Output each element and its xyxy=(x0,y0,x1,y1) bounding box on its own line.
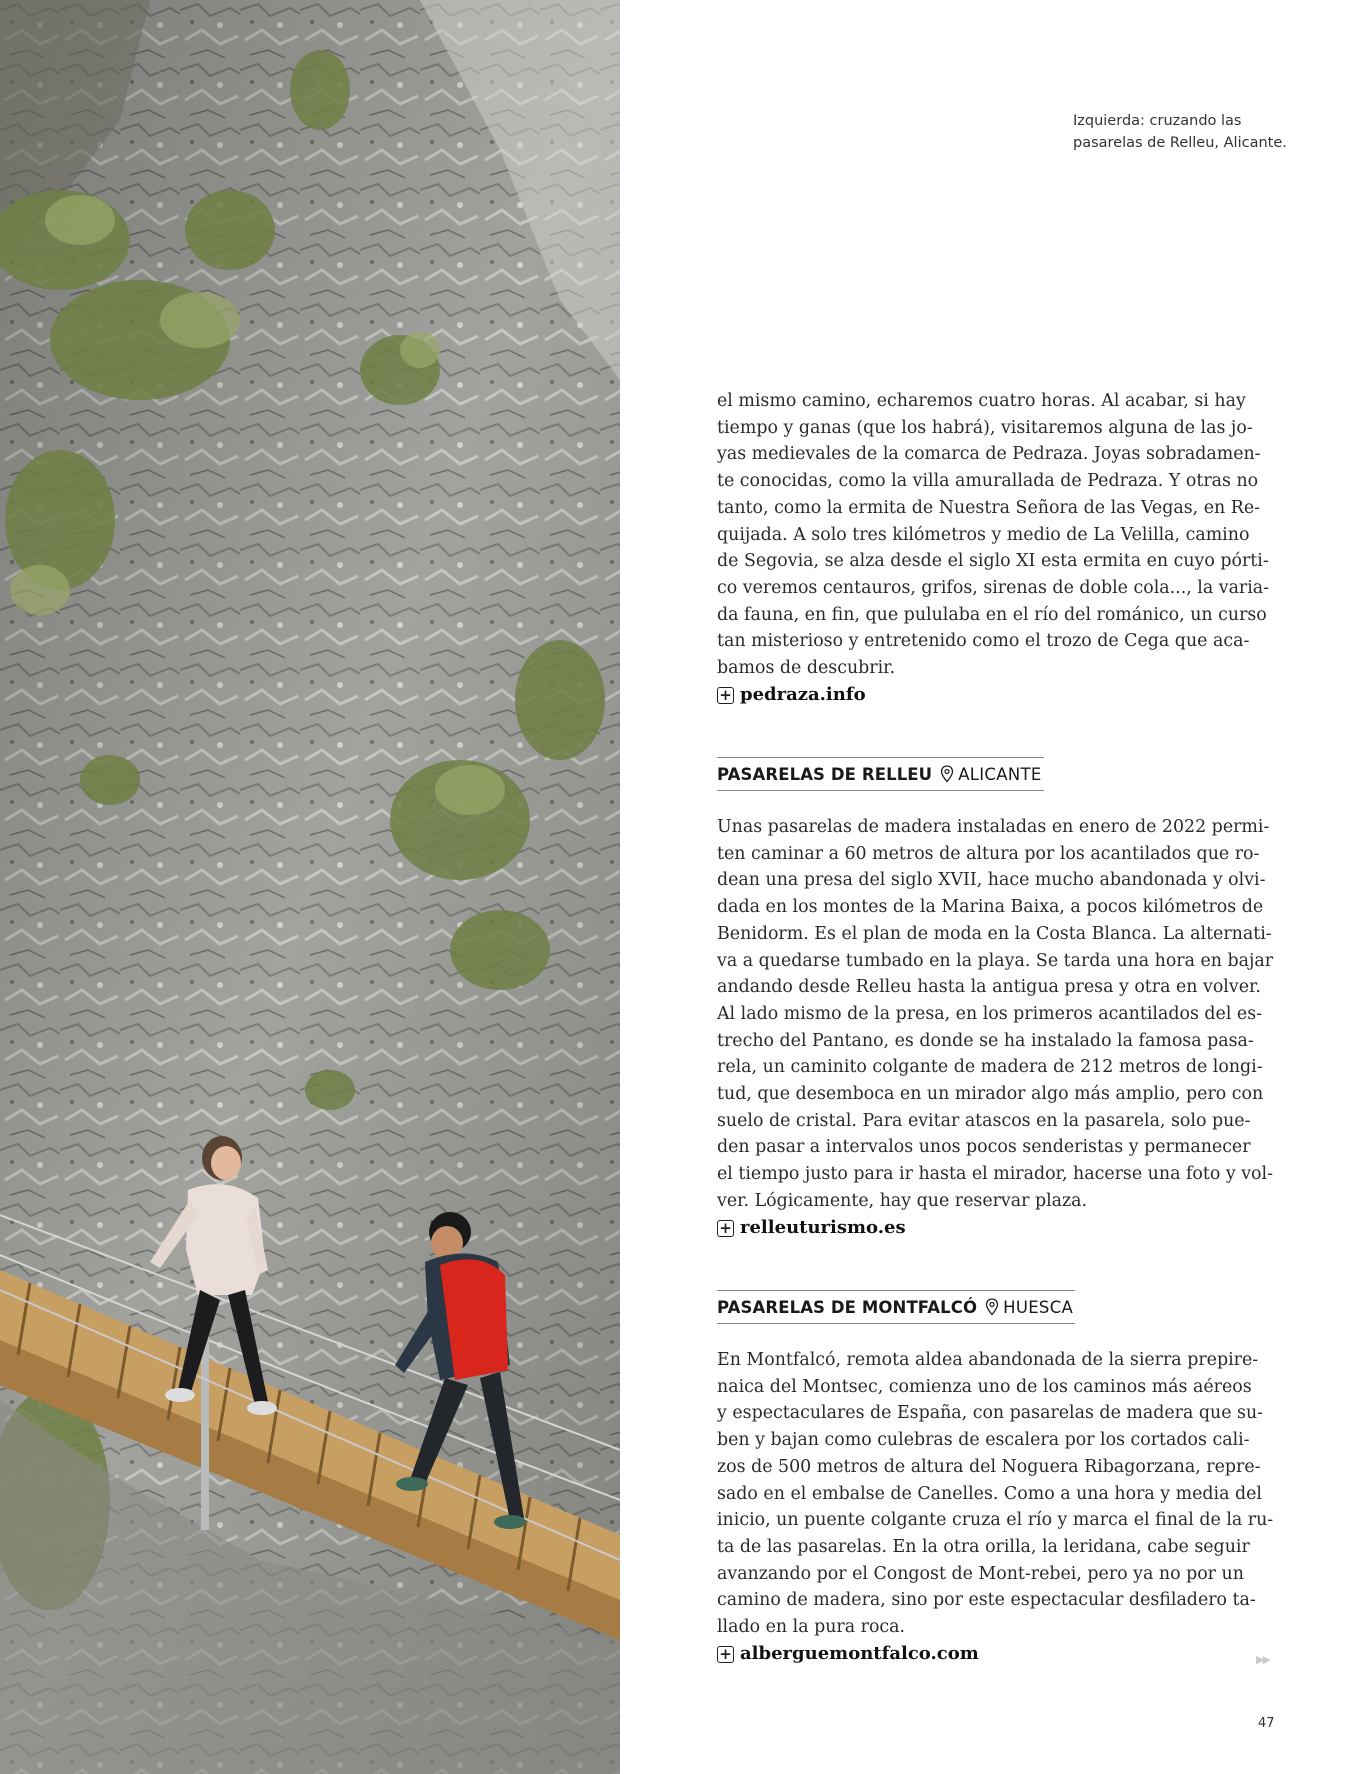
section-body-relleu xyxy=(717,814,1275,1242)
text-line: inicio, un puente colgante cruza el río y marca el final de la ru- xyxy=(717,1510,1274,1531)
hikers-on-cliff-walkway-photo xyxy=(0,0,620,1774)
photo-caption xyxy=(1073,110,1293,154)
text-line: tan misterioso y entretenido como el trozo de Cega que aca- xyxy=(717,631,1250,652)
section-heading-montfalco xyxy=(717,1290,1075,1324)
location-pin-icon xyxy=(940,765,954,783)
text-line: co veremos centauros, grifos, sirenas de doble cola..., la varia- xyxy=(717,577,1270,598)
text-line: zos de 500 metros de altura del Noguera Ribagorzana, repre- xyxy=(717,1456,1261,1477)
article-continuation xyxy=(717,388,1275,709)
plus-icon: + xyxy=(717,687,734,704)
text-line: ben y bajan como culebras de escalera por los cortados cali- xyxy=(717,1430,1250,1451)
text-line: el tiempo justo para ir hasta el mirador, hacerse una foto y vol- xyxy=(717,1164,1273,1185)
text-line: andando desde Relleu hasta la antigua presa y otra en volver. xyxy=(717,977,1261,998)
text-line: Al lado mismo de la presa, en los primeros acantilados del es- xyxy=(717,1003,1263,1024)
text-line: tiempo y ganas (que los habrá), visitaremos alguna de las jo- xyxy=(717,417,1253,438)
text-line: ten caminar a 60 metros de altura por los acantilados que ro- xyxy=(717,843,1260,864)
location-pin-icon xyxy=(985,1298,999,1316)
section-location: HUESCA xyxy=(1003,1297,1074,1317)
text-line: Unas pasarelas de madera instaladas en enero de 2022 permi- xyxy=(717,817,1270,837)
text-line: va a quedarse tumbado en la playa. Se tarda una hora en bajar xyxy=(717,950,1274,971)
plus-icon: + xyxy=(717,1646,734,1663)
page-number: 47 xyxy=(1258,1716,1275,1731)
text-line: naica del Montsec, comienza uno de los caminos más aéreos xyxy=(717,1376,1252,1397)
section-title: PASARELAS DE RELLEU xyxy=(717,764,933,784)
text-line: Benidorm. Es el plan de moda en la Costa Blanca. La alternati- xyxy=(717,923,1272,944)
text-line: avanzando por el Congost de Mont-rebei, pero ya no por un xyxy=(717,1563,1244,1584)
section-body-montfalco xyxy=(717,1347,1275,1668)
text-line: ta de las pasarelas. En la otra orilla, la leridana, cabe seguir xyxy=(717,1536,1250,1557)
plus-icon: + xyxy=(717,1220,734,1237)
text-line: yas medievales de la comarca de Pedraza. Joyas sobradamen- xyxy=(717,444,1261,465)
text-line: tud, que desemboca en un mirador algo más amplio, pero con xyxy=(717,1084,1264,1105)
text-line: suelo de cristal. Para evitar atascos en la pasarela, solo pue- xyxy=(717,1110,1251,1131)
text-line: y espectaculares de España, con pasarelas de madera que su- xyxy=(717,1403,1264,1424)
montfalco-link[interactable] xyxy=(717,1641,1275,1668)
next-page-arrows-icon: ▶▶ xyxy=(1256,1653,1269,1666)
text-line: llado en la pura roca. xyxy=(717,1617,906,1638)
text-line: te conocidas, como la villa amurallada de Pedraza. Y otras no xyxy=(717,471,1259,492)
text-line: dean una presa del siglo XVII, hace mucho abandonada y olvi- xyxy=(717,870,1266,891)
text-line: den pasar a intervalos unos pocos senderistas y permanecer xyxy=(717,1137,1251,1158)
link-text[interactable]: alberguemontfalco.com xyxy=(740,1642,979,1664)
text-line: bamos de descubrir. xyxy=(717,658,896,679)
text-line: rela, un caminito colgante de madera de 212 metros de longi- xyxy=(717,1057,1263,1078)
section-heading-relleu xyxy=(717,757,1044,791)
pedraza-link[interactable] xyxy=(717,682,1275,709)
text-line: En Montfalcó, remota aldea abandonada de la sierra prepire- xyxy=(717,1350,1259,1370)
text-line: el mismo camino, echaremos cuatro horas. Al acabar, si hay xyxy=(717,391,1246,411)
text-line: tanto, como la ermita de Nuestra Señora de las Vegas, en Re- xyxy=(717,497,1260,518)
text-line: de Segovia, se alza desde el siglo XI esta ermita en cuyo pórti- xyxy=(717,551,1269,572)
relleu-link[interactable] xyxy=(717,1215,1275,1242)
section-title: PASARELAS DE MONTFALCÓ xyxy=(717,1297,978,1317)
text-line: dada en los montes de la Marina Baixa, a pocos kilómetros de xyxy=(717,897,1264,918)
link-text[interactable]: pedraza.info xyxy=(740,683,866,705)
text-line: quijada. A solo tres kilómetros y medio de La Velilla, camino xyxy=(717,524,1250,545)
caption-line: pasarelas de Relleu, Alicante. xyxy=(1073,135,1287,151)
caption-line: Izquierda: cruzando las xyxy=(1073,113,1242,129)
link-text[interactable]: relleuturismo.es xyxy=(740,1216,906,1238)
text-line: ver. Lógicamente, hay que reservar plaza. xyxy=(717,1190,1088,1211)
section-location: ALICANTE xyxy=(958,764,1042,784)
text-line: trecho del Pantano, es donde se ha instalado la famosa pasa- xyxy=(717,1030,1254,1051)
cliff-walkway-photo xyxy=(0,0,620,1774)
text-line: sado en el embalse de Canelles. Como a una hora y media del xyxy=(717,1483,1262,1504)
text-line: camino de madera, sino por este espectacular desfiladero ta- xyxy=(717,1590,1256,1611)
text-line: da fauna, en fin, que pululaba en el río del románico, un curso xyxy=(717,604,1267,625)
